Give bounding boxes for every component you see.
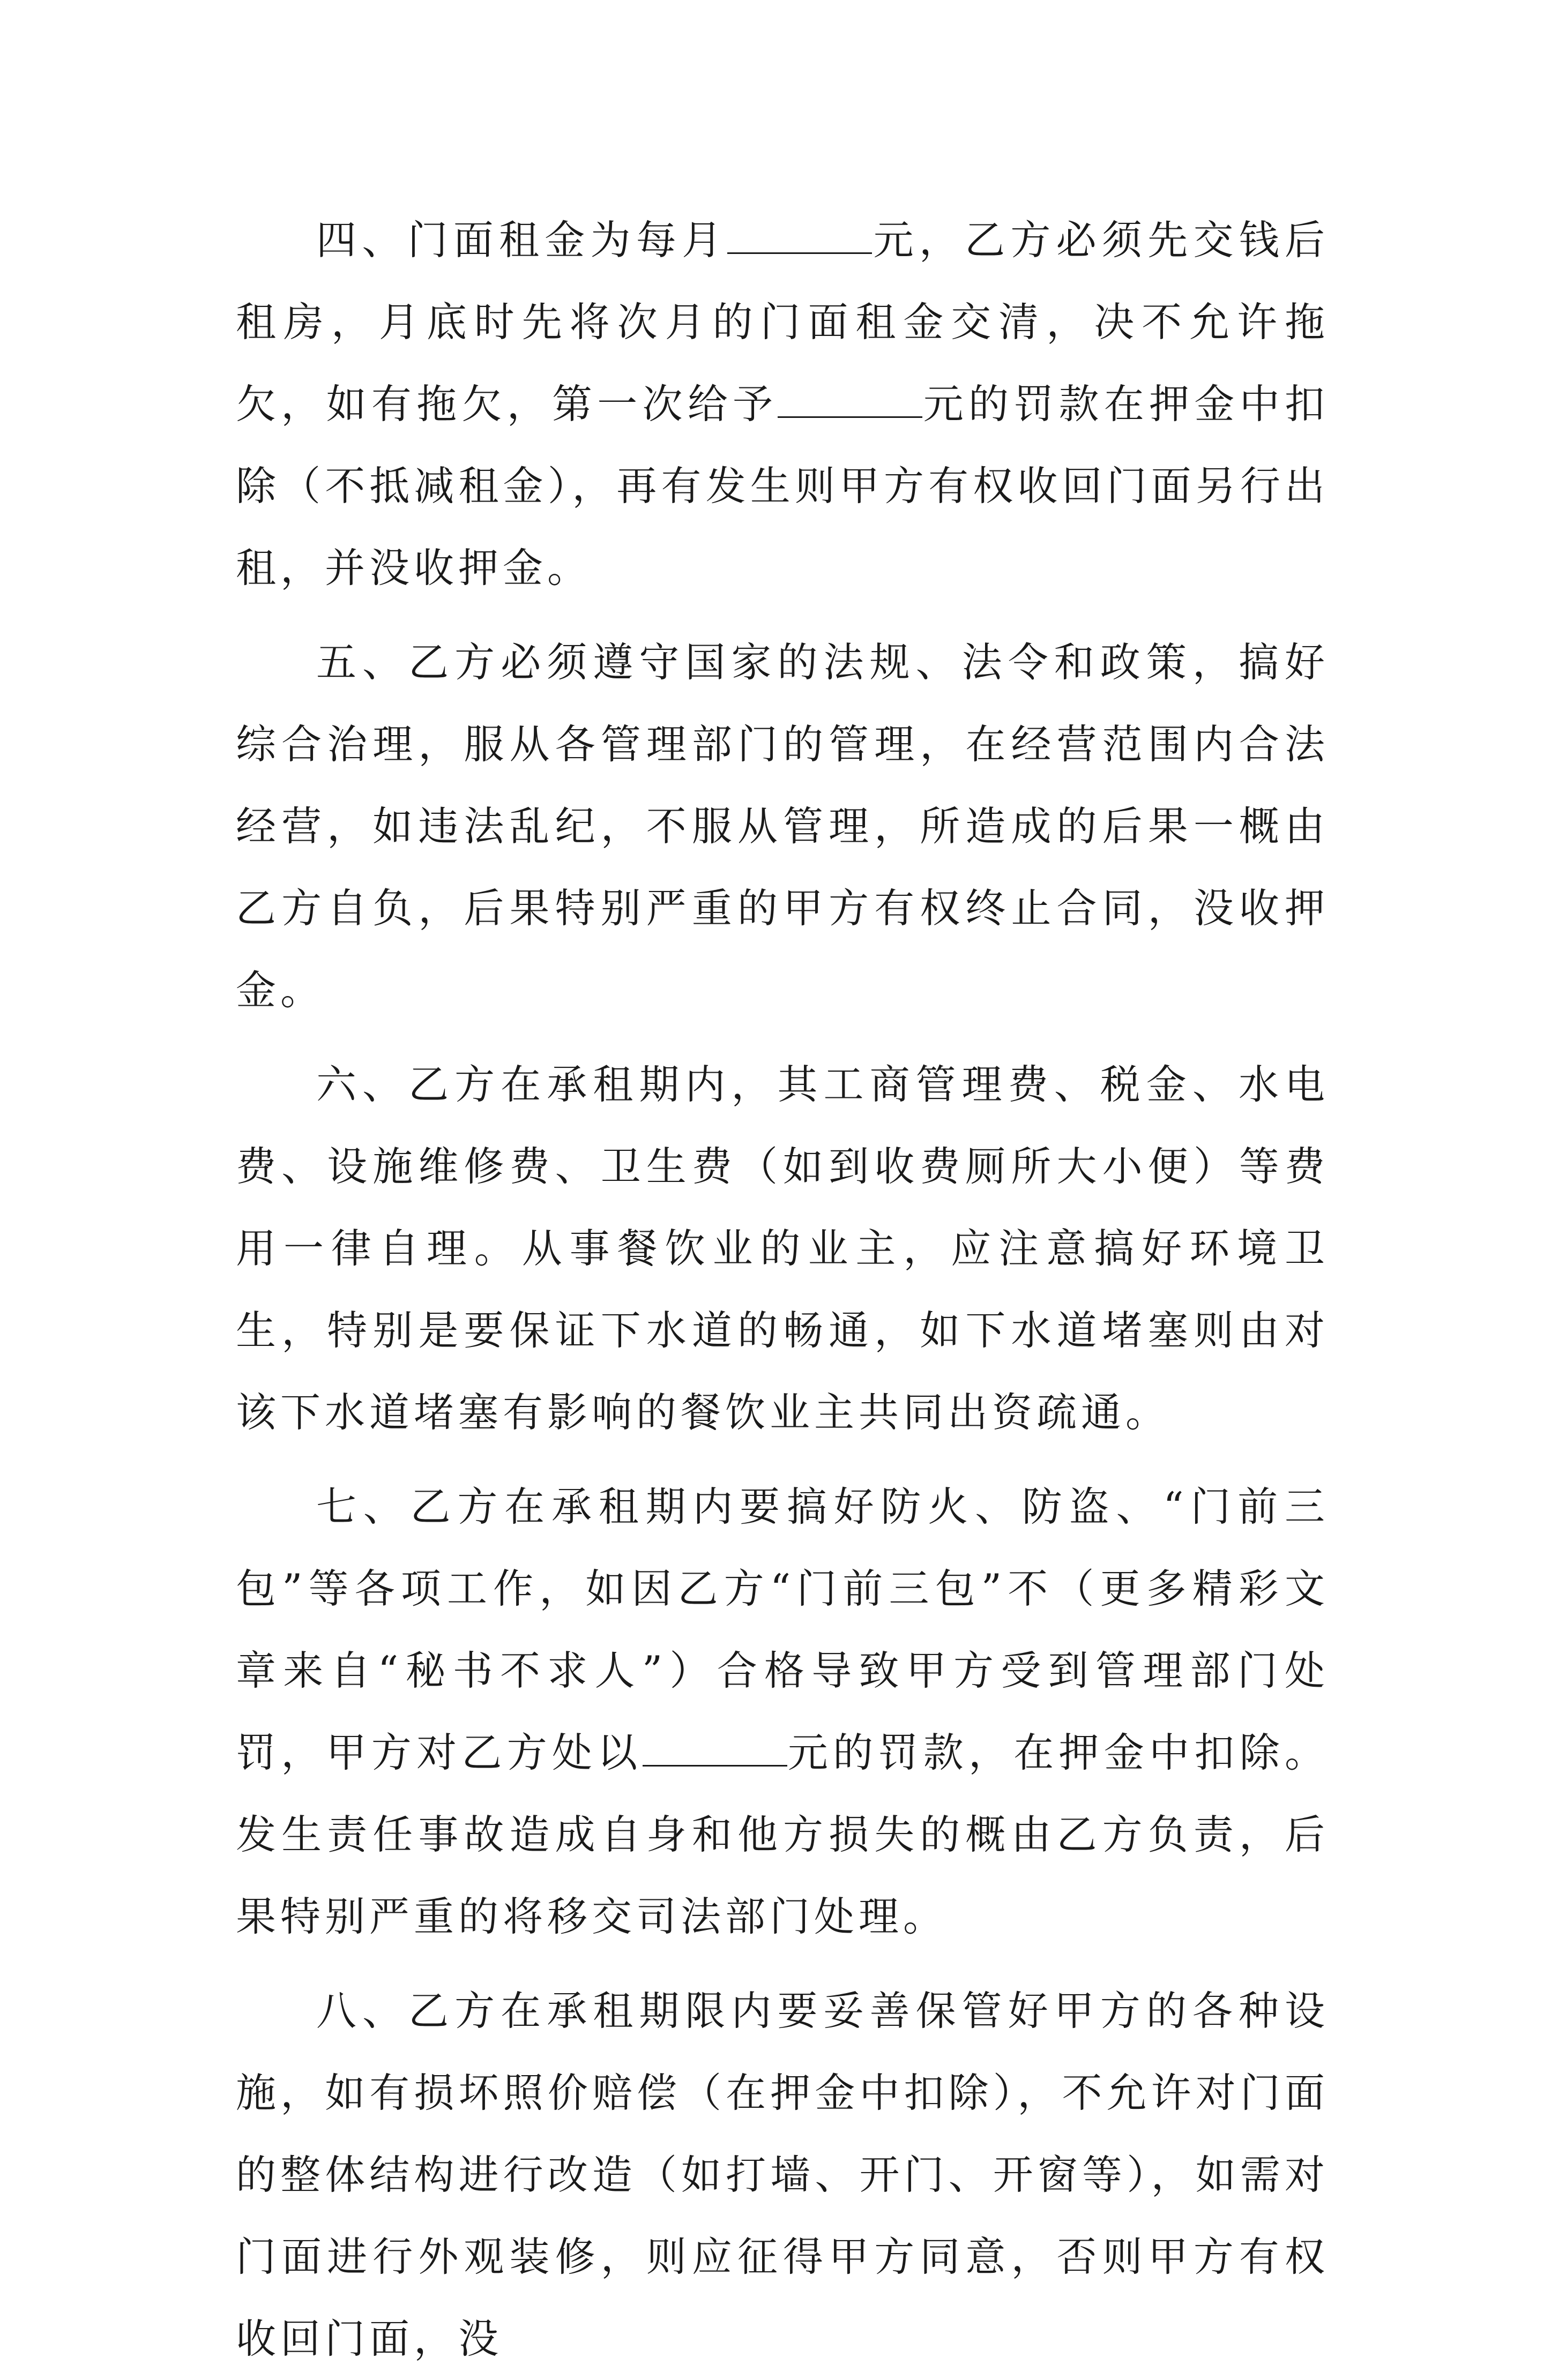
first-fine-amount-blank <box>778 379 922 418</box>
clause-7-text-1: 七、乙方在承租期内要搞好防火、防盗、“门前三包”等各项工作，如因乙方“门前三包”不（更多精彩文章来自“秘书不求人”）合格导致甲方受到管理部门处罚，甲方对乙方处以 <box>236 1483 1329 1776</box>
clause-4-text-2: 元，乙方必须先交钱后租房，月底时先将次月的门面租金交清，决不允许拖欠，如有拖欠，第一次给予 <box>236 216 1329 428</box>
clause-7-paragraph <box>236 1466 1329 1958</box>
clause-4-paragraph <box>236 199 1329 609</box>
rent-amount-blank <box>727 215 872 254</box>
document-body <box>236 199 1329 2380</box>
clause-6-paragraph <box>236 1044 1329 1454</box>
penalty-amount-blank <box>643 1727 787 1767</box>
clause-8-text: 八、乙方在承租期限内要妥善保管好甲方的各种设施，如有损坏照价赔偿（在押金中扣除），不允许对门面的整体结构进行改造（如打墙、开门、开窗等），如需对门面进行外观装修，则应征得甲方同意，否则甲方有权收回门面，没 <box>236 1987 1329 2362</box>
clause-6-text: 六、乙方在承租期内，其工商管理费、税金、水电费、设施维修费、卫生费（如到收费厕所大小便）等费用一律自理。从事餐饮业的业主，应注意搞好环境卫生，特别是要保证下水道的畅通，如下水道堵塞则由对该下水道堵塞有影响的餐饮业主共同出资疏通。 <box>236 1061 1329 1436</box>
clause-4-text-3: 元的罚款在押金中扣除（不抵减租金），再有发生则甲方有权收回门面另行出租，并没收押金。 <box>236 380 1329 592</box>
clause-7-text-2: 元的罚款，在押金中扣除。发生责任事故造成自身和他方损失的概由乙方负责，后果特别严重的将移交司法部门处理。 <box>236 1729 1329 1940</box>
clause-8-paragraph <box>236 1970 1329 2380</box>
clause-4-text-1: 四、门面租金为每月 <box>316 216 728 264</box>
clause-5-text: 五、乙方必须遵守国家的法规、法令和政策，搞好综合治理，服从各管理部门的管理，在经营范围内合法经营，如违法乱纪，不服从管理，所造成的后果一概由乙方自负，后果特别严重的甲方有权终止合同，没收押金。 <box>236 639 1329 1014</box>
clause-5-paragraph <box>236 622 1329 1031</box>
